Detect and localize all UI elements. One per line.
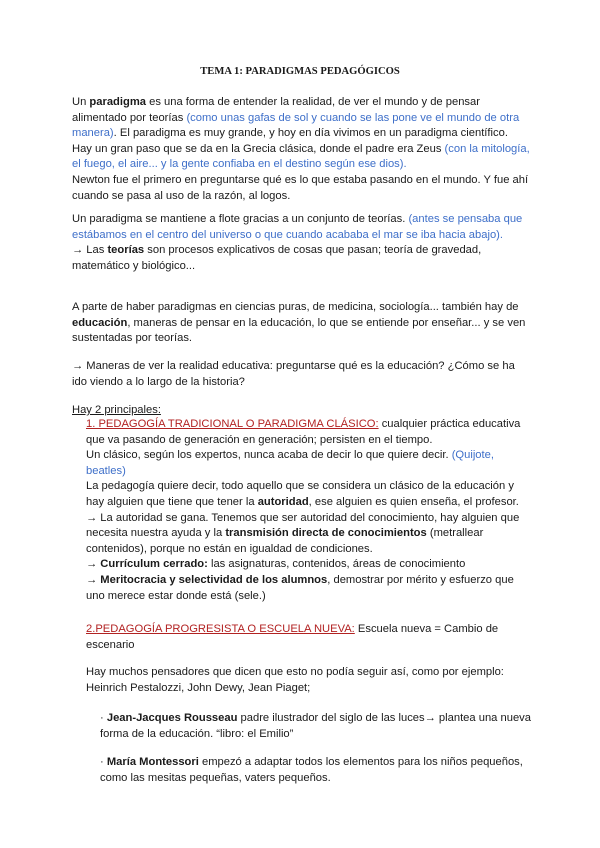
paragraph-pensadores: Hay muchos pensadores que dicen que esto no podía seguir así, como por ejemplo: Heinrich Pestalozzi, John Dewy, Jean Piaget; <box>86 666 504 694</box>
term-rousseau: Jean-Jacques Rousseau <box>106 712 238 724</box>
term-transmision: transmisión directa de conocimientos <box>225 527 427 540</box>
term-meritocracia: Meritocracia y selectividad de los alumnos <box>100 573 328 586</box>
note-quijote: (Quijote, beatles) <box>86 449 494 477</box>
heading-progresista: 2.PEDAGOGÍA PROGRESISTA O ESCUELA NUEVA: <box>86 623 355 635</box>
term-autoridad: autoridad <box>257 495 309 508</box>
paragraph-definition: Un paradigma es una forma de entender la realidad, de ver el mundo y de pensar alimentado por teorías (como unas gafas de sol y cuando se las pone ve el mundo de otra manera). El paradigma es muy grande, y hoy en día vivimos en un paradigma científico. Hay un gran paso que se da en la Grecia clásica, donde el padre era Zeus (con la mitología, el fuego, el aire... y la gente confiaba en el destino según ese dios). Newton fue el primero en preguntarse qué es lo que estaba pasando en el mundo. Y fue ahí cuando se pasa al uso de la razón, al logos. <box>72 96 530 202</box>
bullet-rousseau: · Jean-Jacques Rousseau padre ilustrador del siglo de las luces→ plantea una nueva forma de la educación. “libro: el Emilio” <box>100 712 531 740</box>
term-educacion: educación <box>72 316 128 329</box>
note-universo: (antes se pensaba que estábamos en el centro del universo o que cuando acababa el mar se iba hacia abajo). <box>72 213 523 241</box>
heading-tradicional: 1. PEDAGOGÍA TRADICIONAL O PARADIGMA CLÁSICO: <box>86 418 379 430</box>
note-mitologia: (con la mitología, el fuego, el aire... y la gente confiaba en el destino según ese dios). <box>72 142 530 171</box>
bullet-montessori: · María Montessori empezó a adaptar todos los elementos para los niños pequeños, como las mesitas pequeñas, vaters pequeños. <box>100 756 523 784</box>
paragraph-teorias: Un paradigma se mantiene a flote gracias a un conjunto de teorías. (antes se pensaba que estábamos en el centro del universo o que cuando acababa el mar se iba hacia abajo). → Las teorías son procesos explicativos de cosas que pasan; teoría de gravedad, matemático y biológico... <box>72 213 523 272</box>
paragraph-educacion: A parte de haber paradigmas en ciencias puras, de medicina, sociología... también hay de educación, maneras de pensar en la educación, lo que se entiende por enseñar... y se ven sustentadas por teorías. <box>72 301 526 345</box>
term-montessori: María Montessori <box>106 756 199 768</box>
paragraph-maneras: → Maneras de ver la realidad educativa: preguntarse qué es la educación? ¿Cómo se ha ido viendo a lo largo de la historia? <box>72 360 515 388</box>
term-teorias: teorías <box>107 244 145 257</box>
section-progresista: 2.PEDAGOGÍA PROGRESISTA O ESCUELA NUEVA: Escuela nueva = Cambio de escenario <box>86 623 499 651</box>
section-tradicional: 1. PEDAGOGÍA TRADICIONAL O PARADIGMA CLÁSICO: cualquier práctica educativa que va pasando de generación en generación; persisten en el tiempo. Un clásico, según los expertos, nunca acaba de decir lo que quiere decir. (Quijote, beatles) La pedagogía quiere decir, todo aquello que se considera un clásico de la educación y hay alguien que tiene que tener la autoridad, ese alguien es quien enseña, el profesor. → La autoridad se gana. Tenemos que ser autoridad del conocimiento, hay alguien que necesita nuestra ayuda y la transmisión directa de conocimientos (metrallear contenidos), porque no están en igualdad de condiciones. → Currículum cerrado: las asignaturas, contenidos, áreas de conocimiento → Meritocracia y selectividad de los alumnos, demostrar por mérito y esfuerzo que uno merece estar donde está (sele.) <box>86 418 521 602</box>
document-title: TEMA 1: PARADIGMAS PEDAGÓGICOS <box>200 66 400 77</box>
paragraph-principales: Hay 2 principales: <box>72 404 161 416</box>
term-paradigma: paradigma <box>89 96 146 108</box>
term-curriculum: Currículum cerrado: <box>100 558 208 571</box>
note-gafas: (como unas gafas de sol y cuando se las pone ve el mundo de otra manera) <box>72 111 520 140</box>
